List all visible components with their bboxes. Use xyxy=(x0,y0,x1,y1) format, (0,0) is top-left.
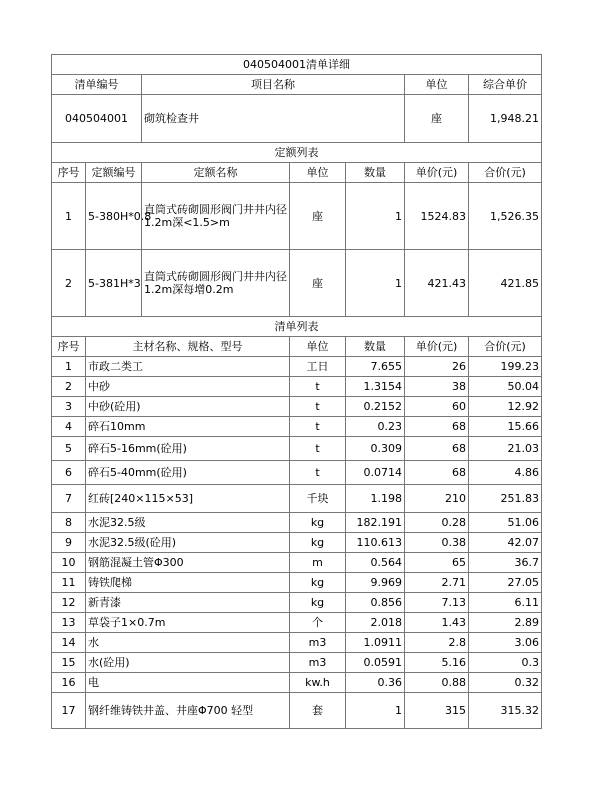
quota-row-name: 直筒式砖砌圆形阀门井井内径1.2m深<1.5>m xyxy=(142,183,290,250)
material-row-price: 68 xyxy=(405,461,469,485)
material-row-no: 7 xyxy=(52,485,86,513)
quota-row-price: 421.43 xyxy=(405,250,469,317)
material-row-unit: t xyxy=(290,397,346,417)
material-row xyxy=(52,513,542,533)
material-row-price: 60 xyxy=(405,397,469,417)
page-title: 040504001清单详细 xyxy=(52,55,542,75)
material-col-price: 单价(元) xyxy=(405,337,469,357)
material-row-no: 16 xyxy=(52,673,86,693)
material-row-no: 5 xyxy=(52,437,86,461)
material-row-no: 3 xyxy=(52,397,86,417)
material-row-price: 2.8 xyxy=(405,633,469,653)
quota-row-qty: 1 xyxy=(346,250,405,317)
quota-row-name: 直筒式砖砌圆形阀门井井内径1.2m深每增0.2m xyxy=(142,250,290,317)
material-row-unit: 套 xyxy=(290,693,346,729)
material-row-no: 11 xyxy=(52,573,86,593)
material-row-name: 水泥32.5级 xyxy=(86,513,290,533)
quota-row-qty: 1 xyxy=(346,183,405,250)
material-row-qty: 1.0911 xyxy=(346,633,405,653)
material-row-unit: t xyxy=(290,437,346,461)
material-row-price: 26 xyxy=(405,357,469,377)
material-row-total: 199.23 xyxy=(469,357,542,377)
quota-col-name: 定额名称 xyxy=(142,163,290,183)
material-row xyxy=(52,613,542,633)
material-row-unit: kg xyxy=(290,573,346,593)
material-row-unit: m xyxy=(290,553,346,573)
material-row-total: 50.04 xyxy=(469,377,542,397)
material-row-qty: 1 xyxy=(346,693,405,729)
material-row-unit: m3 xyxy=(290,633,346,653)
material-row-unit: 个 xyxy=(290,613,346,633)
material-row-no: 8 xyxy=(52,513,86,533)
material-col-no: 序号 xyxy=(52,337,86,357)
quota-row-total: 1,526.35 xyxy=(469,183,542,250)
material-col-total: 合价(元) xyxy=(469,337,542,357)
material-row xyxy=(52,357,542,377)
material-row-qty: 1.3154 xyxy=(346,377,405,397)
header-unit: 单位 xyxy=(405,75,469,95)
material-row-name: 碎石5-40mm(砼用) xyxy=(86,461,290,485)
item-name: 砌筑检查井 xyxy=(142,95,405,143)
table-body xyxy=(52,55,542,729)
material-row-unit: 工日 xyxy=(290,357,346,377)
material-row xyxy=(52,533,542,553)
material-row-no: 9 xyxy=(52,533,86,553)
quota-row xyxy=(52,250,542,317)
material-row-qty: 9.969 xyxy=(346,573,405,593)
material-row-qty: 0.0714 xyxy=(346,461,405,485)
material-row-total: 0.3 xyxy=(469,653,542,673)
material-row-price: 1.43 xyxy=(405,613,469,633)
material-row-price: 5.16 xyxy=(405,653,469,673)
material-row-price: 210 xyxy=(405,485,469,513)
material-row-price: 2.71 xyxy=(405,573,469,593)
material-row-qty: 2.018 xyxy=(346,613,405,633)
material-row-name: 钢筋混凝土管Φ300 xyxy=(86,553,290,573)
material-row-name: 电 xyxy=(86,673,290,693)
item-code: 040504001 xyxy=(52,95,142,143)
material-row-unit: kg xyxy=(290,593,346,613)
material-row-price: 7.13 xyxy=(405,593,469,613)
material-row-no: 15 xyxy=(52,653,86,673)
quota-col-no: 序号 xyxy=(52,163,86,183)
material-row-total: 42.07 xyxy=(469,533,542,553)
material-row-name: 红砖[240×115×53] xyxy=(86,485,290,513)
header-code: 清单编号 xyxy=(52,75,142,95)
material-row-qty: 0.309 xyxy=(346,437,405,461)
quota-row-no: 2 xyxy=(52,250,86,317)
material-row xyxy=(52,633,542,653)
material-row-name: 钢纤维铸铁井盖、井座Φ700 轻型 xyxy=(86,693,290,729)
quota-header-row xyxy=(52,163,542,183)
material-header-row xyxy=(52,337,542,357)
material-row-qty: 0.2152 xyxy=(346,397,405,417)
material-row-total: 0.32 xyxy=(469,673,542,693)
material-row-no: 10 xyxy=(52,553,86,573)
material-row-no: 17 xyxy=(52,693,86,729)
item-unit: 座 xyxy=(405,95,469,143)
material-section-title: 清单列表 xyxy=(52,317,542,337)
material-row-unit: t xyxy=(290,461,346,485)
material-row-no: 1 xyxy=(52,357,86,377)
material-row-price: 315 xyxy=(405,693,469,729)
material-row-total: 4.86 xyxy=(469,461,542,485)
material-row-total: 36.7 xyxy=(469,553,542,573)
material-row-total: 15.66 xyxy=(469,417,542,437)
material-row-price: 0.38 xyxy=(405,533,469,553)
quota-row-price: 1524.83 xyxy=(405,183,469,250)
quota-section-title: 定额列表 xyxy=(52,143,542,163)
header-price: 综合单价 xyxy=(469,75,542,95)
material-row-total: 251.83 xyxy=(469,485,542,513)
quota-row-total: 421.85 xyxy=(469,250,542,317)
material-row xyxy=(52,593,542,613)
material-row-no: 12 xyxy=(52,593,86,613)
item-price: 1,948.21 xyxy=(469,95,542,143)
material-row-qty: 1.198 xyxy=(346,485,405,513)
material-row-total: 6.11 xyxy=(469,593,542,613)
material-row-unit: m3 xyxy=(290,653,346,673)
material-row-name: 水泥32.5级(砼用) xyxy=(86,533,290,553)
header-name: 项目名称 xyxy=(142,75,405,95)
quota-col-unit: 单位 xyxy=(290,163,346,183)
quota-col-code: 定额编号 xyxy=(86,163,142,183)
material-row-unit: kg xyxy=(290,533,346,553)
material-row-name: 铸铁爬梯 xyxy=(86,573,290,593)
material-row-total: 21.03 xyxy=(469,437,542,461)
material-row-qty: 110.613 xyxy=(346,533,405,553)
material-row-total: 2.89 xyxy=(469,613,542,633)
material-row-price: 38 xyxy=(405,377,469,397)
quota-row-unit: 座 xyxy=(290,183,346,250)
material-row-price: 65 xyxy=(405,553,469,573)
material-row-name: 碎石5-16mm(砼用) xyxy=(86,437,290,461)
material-row-price: 68 xyxy=(405,417,469,437)
material-row-total: 315.32 xyxy=(469,693,542,729)
material-row-no: 14 xyxy=(52,633,86,653)
quota-row-code: 5-380H*0.8 xyxy=(86,183,142,250)
material-row-unit: t xyxy=(290,377,346,397)
material-col-qty: 数量 xyxy=(346,337,405,357)
material-row-no: 4 xyxy=(52,417,86,437)
material-row-total: 12.92 xyxy=(469,397,542,417)
quota-row-unit: 座 xyxy=(290,250,346,317)
material-row-qty: 0.0591 xyxy=(346,653,405,673)
quota-row xyxy=(52,183,542,250)
quota-col-price: 单价(元) xyxy=(405,163,469,183)
material-row-name: 中砂 xyxy=(86,377,290,397)
quota-col-qty: 数量 xyxy=(346,163,405,183)
material-row-name: 草袋子1×0.7m xyxy=(86,613,290,633)
material-row-price: 0.28 xyxy=(405,513,469,533)
material-row-name: 中砂(砼用) xyxy=(86,397,290,417)
material-row-qty: 0.856 xyxy=(346,593,405,613)
quota-row-code: 5-381H*3 xyxy=(86,250,142,317)
material-row-total: 3.06 xyxy=(469,633,542,653)
material-col-unit: 单位 xyxy=(290,337,346,357)
material-row-no: 2 xyxy=(52,377,86,397)
material-row-unit: 千块 xyxy=(290,485,346,513)
material-row-unit: kg xyxy=(290,513,346,533)
material-row-name: 水(砼用) xyxy=(86,653,290,673)
material-row-unit: t xyxy=(290,417,346,437)
material-row xyxy=(52,553,542,573)
material-row xyxy=(52,461,542,485)
material-row xyxy=(52,673,542,693)
material-row-price: 0.88 xyxy=(405,673,469,693)
detail-table xyxy=(51,54,542,729)
material-row xyxy=(52,437,542,461)
material-row xyxy=(52,693,542,729)
material-row-name: 水 xyxy=(86,633,290,653)
material-row-qty: 0.564 xyxy=(346,553,405,573)
material-row-price: 68 xyxy=(405,437,469,461)
material-row xyxy=(52,417,542,437)
material-row xyxy=(52,397,542,417)
quota-row-no: 1 xyxy=(52,183,86,250)
material-row-no: 13 xyxy=(52,613,86,633)
material-row-qty: 7.655 xyxy=(346,357,405,377)
quota-col-total: 合价(元) xyxy=(469,163,542,183)
material-row-qty: 182.191 xyxy=(346,513,405,533)
material-row-unit: kw.h xyxy=(290,673,346,693)
material-row-qty: 0.36 xyxy=(346,673,405,693)
material-row-total: 27.05 xyxy=(469,573,542,593)
material-row-no: 6 xyxy=(52,461,86,485)
material-row xyxy=(52,573,542,593)
material-row-name: 碎石10mm xyxy=(86,417,290,437)
material-row-name: 新青漆 xyxy=(86,593,290,613)
material-row-total: 51.06 xyxy=(469,513,542,533)
material-row-qty: 0.23 xyxy=(346,417,405,437)
material-row xyxy=(52,377,542,397)
material-col-name: 主材名称、规格、型号 xyxy=(86,337,290,357)
material-row xyxy=(52,653,542,673)
material-row-name: 市政二类工 xyxy=(86,357,290,377)
material-row xyxy=(52,485,542,513)
